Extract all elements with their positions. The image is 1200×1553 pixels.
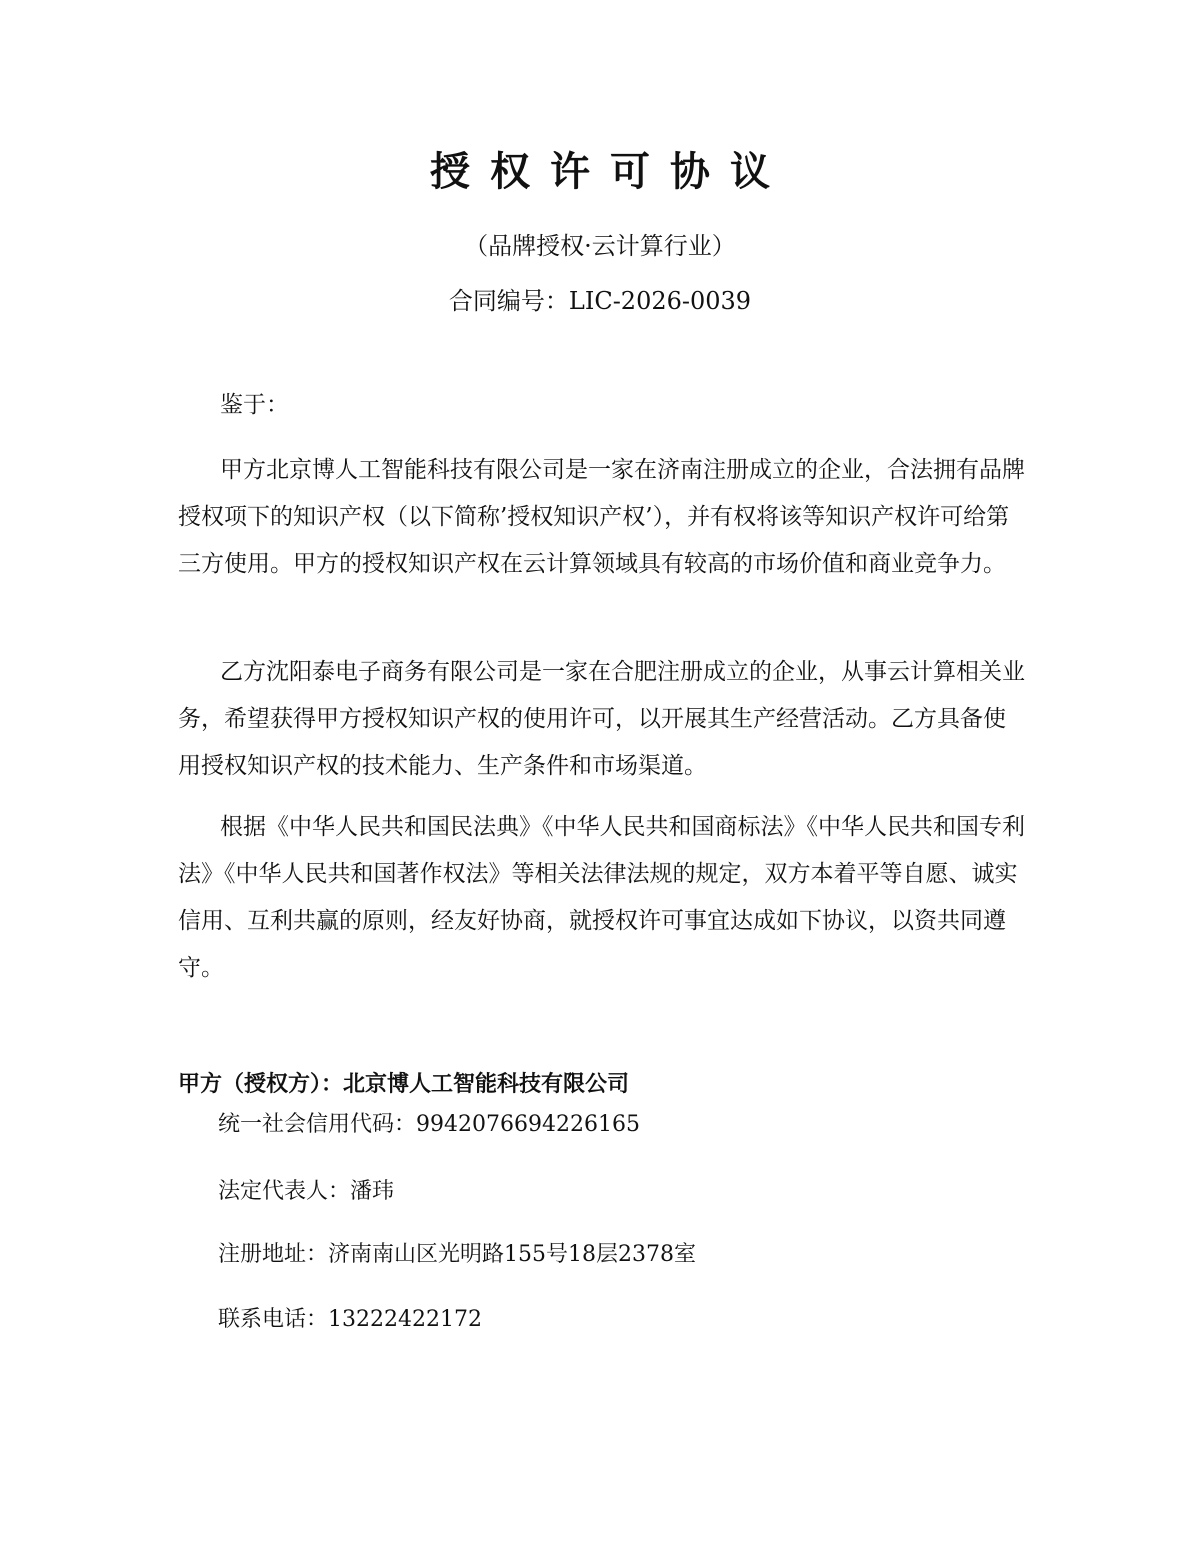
- whereas-label: 鉴于：: [220, 392, 289, 418]
- document-title: 授权许可协议: [430, 149, 790, 195]
- party-a-credit-code: 统一社会信用代码：9942076694226165: [218, 1112, 640, 1137]
- document-subtitle: （品牌授权·云计算行业）: [464, 232, 736, 260]
- recital-paragraph-party-a: 甲方北京博人工智能科技有限公司是一家在济南注册成立的企业，合法拥有品牌授权项下的知识产权（以下简称’授权知识产权’），并有权将该等知识产权许可给第三方使用。甲方的授权知识产权在云计算领域具有较高的市场价值和商业竞争力。: [178, 457, 1025, 577]
- contract-number: 合同编号：LIC-2026-0039: [448, 287, 752, 315]
- recital-paragraph-party-b: 乙方沈阳泰电子商务有限公司是一家在合肥注册成立的企业，从事云计算相关业务，希望获得甲方授权知识产权的使用许可，以开展其生产经营活动。乙方具备使用授权知识产权的技术能力、生产条件和市场渠道。: [178, 659, 1025, 779]
- party-a-heading: 甲方（授权方）：北京博人工智能科技有限公司: [178, 1072, 630, 1097]
- recital-paragraph-legal-basis: 根据《中华人民共和国民法典》《中华人民共和国商标法》《中华人民共和国专利法》《中华人民共和国著作权法》等相关法律法规的规定，双方本着平等自愿、诚实信用、互利共赢的原则，经友好协商，就授权许可事宜达成如下协议，以资共同遵守。: [178, 814, 1025, 981]
- party-a-legal-representative: 法定代表人：潘玮: [218, 1179, 395, 1204]
- party-a-phone: 联系电话：13222422172: [218, 1307, 482, 1332]
- party-a-address: 注册地址：济南南山区光明路155号18层2378室: [218, 1242, 696, 1267]
